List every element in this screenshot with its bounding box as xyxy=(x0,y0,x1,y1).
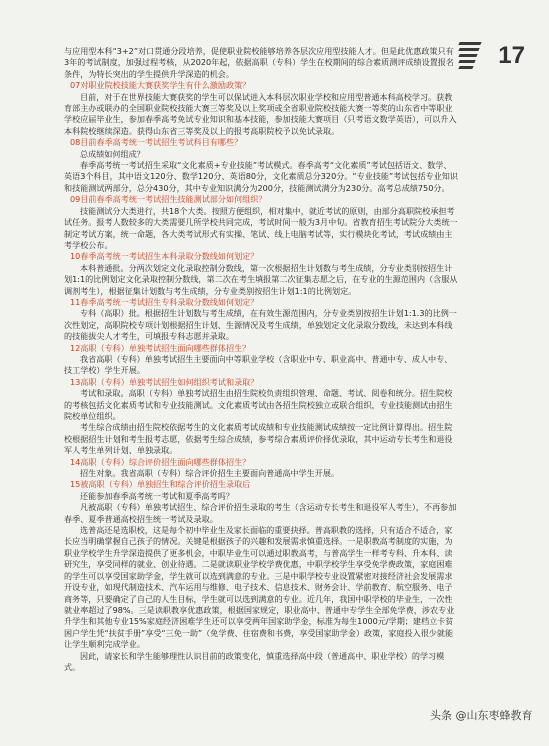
body-paragraph: 专科（高职）批。根据招生计划数与考生成绩，在有效生源范围内，分专业类别按招生计划1:1.3的比例一次性划定，高职院校专项计划根据招生计划、生源情况及考生成绩，单独划定文化录取分数线，未达到本科线的技能拔尖人才考生，可填报专科志愿并录取。 xyxy=(64,308,457,342)
section-heading: 10春季高考统一考试招生本科录取分数线如何划定？ xyxy=(70,251,259,262)
body-paragraph: 我省高职（专科）单独考试招生主要面向中等职业学校（含职业中专、职业高中、普通中专、成人中专、技工学校）学生开展。 xyxy=(64,353,453,376)
body-paragraph: 招生对象。我省高职（专科）综合评价招生主要面向普通高中学生开展。 xyxy=(80,468,340,479)
page-number: 17 xyxy=(498,42,525,69)
body-paragraph: 总成绩如何组成？ xyxy=(80,148,145,159)
section-heading: 07对职业院校技能大赛获奖学生有什么激励政策？ xyxy=(70,80,251,91)
body-paragraph: 考生综合成绩由招生院校依据考生的文化素质考试成绩和专业技能测试成绩按一定比例计算得出。招生院校根据招生计划和考生报考志愿，依据考生综合成绩，参考综合素质评价择优录取，其中运动专长考生和退役军人考生单列计划、单独录取。 xyxy=(64,422,453,456)
body-paragraph: 凡被高职（专科）单独考试招生、综合评价招生录取的考生（含运动专长考生和退役军人考生），不再参加春季、夏季普通高校招生统一考试及录取。 xyxy=(64,502,457,524)
section-heading: 08目前春季高考统一考试招生考试科目有哪些？ xyxy=(70,137,243,148)
section-heading: 15被高职（专科）单独招生和综合评价招生录取后 xyxy=(70,479,251,490)
body-paragraph: 因此，请家长和学生能够理性认识目前的政策变化，慎重选择高中段（普通高中、职业学校）的学习模式。 xyxy=(64,650,445,672)
body-paragraph: 本科普通批。分两次划定文化录取控制分数线，第一次根据招生计划数与考生成绩，分专业类别按招生计划1:1的比例划定文化录取控制分数线，第二次在考生填报第二次征集志愿之后，在专业的生源范围内（含服从调剂考生），根据征集计划数与考生成绩，分专业类别按招生计划1:1的比例划定。 xyxy=(64,262,458,296)
page-number-badge xyxy=(459,36,531,78)
section-heading: 11春季高考统一考试招生专科录取分数线如何划定？ xyxy=(70,296,259,307)
body-paragraph: 春季高考统一考试招生采取“文化素质+专业技能”考试模式。春季高考“文化素质”考试包括语文、数学、英语3个科目，其中语文120分、数学120分、英语80分，文化素质总分320分。“专业技能”考试包括专业知识和技能测试两部分，总分430分，其中专业知识满分为200分，技能测试满分为230分。高考总成绩750分。 xyxy=(64,160,458,193)
body-paragraph: 选普高还是选职校，这是每个初中毕业生及家长面临的重要抉择。普高职教的选择，只有适合不适合，家长应当明确掌握自己孩子的情况。关键是根据孩子的兴趣和发展需求慎重选择。一是职教高考制度的实施，为职业学校学生升学深造提供了更多机会，中职毕业生可以通过职教高考，与普高学生一样考专科、升本科、读研究生，享受同样的就业、创业待遇。二是就读职业学校学费优惠，中职学校学生享受免学费政策，家庭困难的学生可以享受国家助学金，学生就可以选到满意的专业。三是中职学校专业设置紧密对接经济社会发展需求开设专业，如现代制造技术、汽车运用与维修、电子技术、信息技术、财务会计、学前教育、航空服务、电子商务等，只要确定了自己的人生目标，学生就可以选到满意的专业。近几年，我国中职学校的毕业生，一次性就业率超过了98%。三是读职教享优惠政策，根据国家规定，职业高中、普通中专学生全部免学费，涉农专业升学生和其他专业15%家庭经济困难学生还可以享受两年国家助学金，标准为每生1000元/学期；建档立卡贫困户学生凭“扶贫手册”享受“三免一助”（免学费、住宿费和书费，享受国家助学金）政策，家庭投入很少就能让学生顺利完成学业。 xyxy=(64,525,455,650)
body-paragraph: 还能参加春季高考统一考试和夏季高考吗？ xyxy=(80,490,234,501)
stripes-logo-icon xyxy=(459,42,481,72)
section-heading: 12高职（专科）单独考试招生面向哪些群体招生？ xyxy=(70,342,251,353)
body-paragraph: 目前，对于在世界技能大赛获奖的学生可以保试进入本科层次职业学校和应用型普通本科高校学习。获教育部主办或联办的全国职业院校技能大赛三等奖及以上奖项或全省职业院校技能大赛一等奖的山东省中等职业学校应届毕业生，参加春季高考免试专业知识和基本技能，参加技能大赛项目（只考语文数学英语），可以升入本科院校继续深造。获得山东省三等奖及以上的报考高职院校予以免试录取。 xyxy=(64,91,457,136)
source-watermark: 头条 @山东枣蜂教育 xyxy=(430,709,533,722)
body-paragraph: 技能测试分大类进行，共18个大类。按照方便组织，相对集中，就近考试的原则，由部分高职院校承担考试任务。报考人数较多的大类需要几所学校共同完成，考试时间一般为3月中旬。省教育招生考试院分大类统一制定考试方案，统一命题，各大类考试形式有实操、笔试、线上电脑考试等，实行模块化考试，考试成绩由主考学校公布。 xyxy=(64,205,458,250)
section-heading: 09目前春季高考统一考试招生技能测试部分如何组织？ xyxy=(70,194,267,205)
body-paragraph: 与应用型本科“3+2”对口贯通分段培养，促使职业院校能够培养各层次应用型技能人才。但是此优惠政策只有3年的考试制度，加强过程考核，从2020年起，依据高职（专科）学生在校期间的综合素质测评成绩设置报名条件，为特长突出的学生提供升学深造的机会。 xyxy=(64,46,454,79)
body-paragraph: 考试和录取。高职（专科）单独考试招生由招生院校负责组织管理、命题、考试、阅卷和统分。招生院校的考核包括文化素质考试和专业技能测试。文化素质考试由各招生院校独立或联合组织，专业技能测试由招生院校单位组织。 xyxy=(64,388,453,421)
section-heading: 13高职（专科）单独考试招生如何组织考试和录取？ xyxy=(70,376,259,387)
article-body xyxy=(64,46,458,673)
section-heading: 14高职（专科）综合评价招生面向哪些群体招生？ xyxy=(70,456,251,467)
